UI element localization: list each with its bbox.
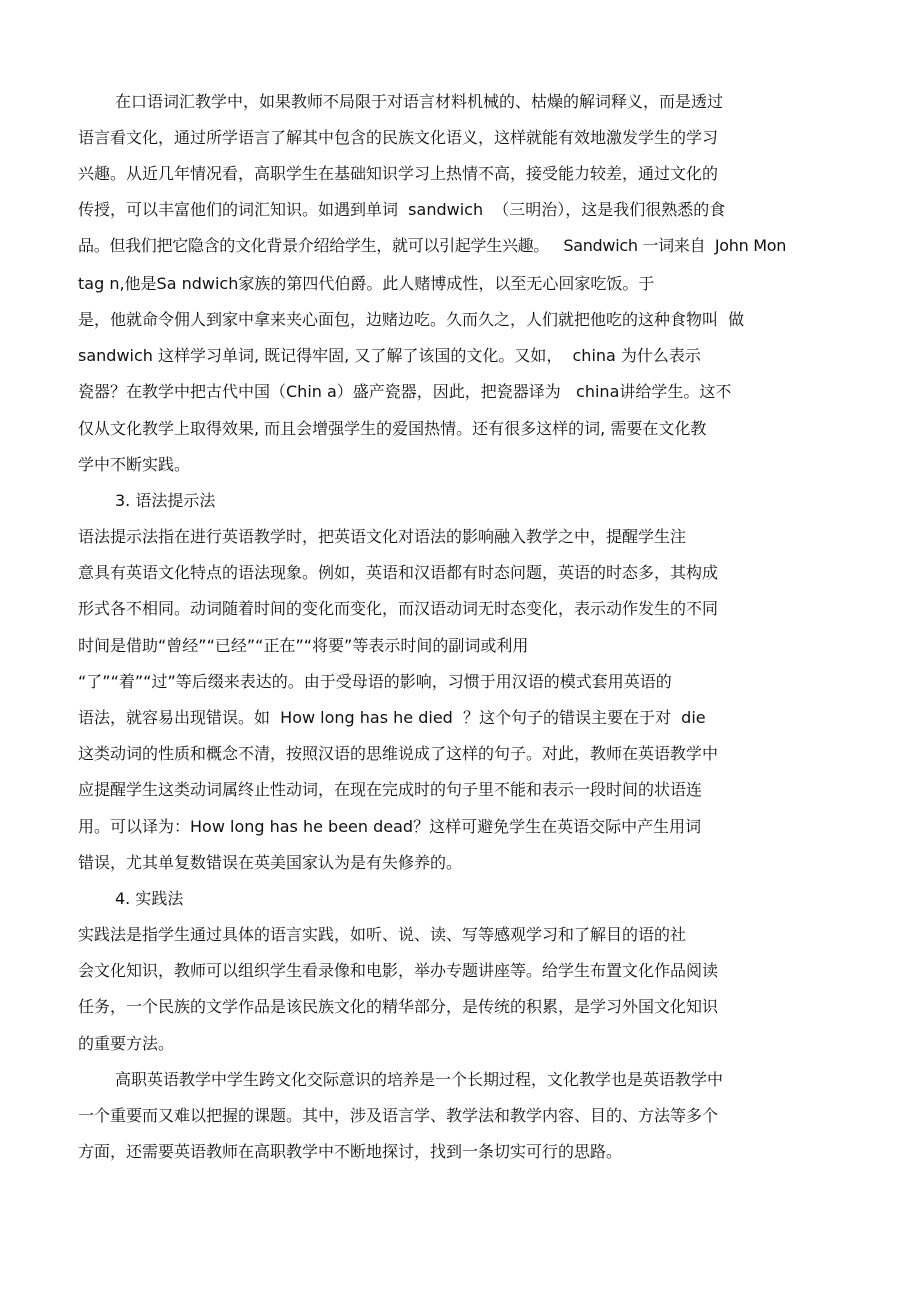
text-line: “了”“着”“过”等后缀来表达的。由于受母语的影响，习惯于用汉语的模式套用英语的 xyxy=(78,672,672,691)
text-line: 在口语词汇教学中，如果教师不局限于对语言材料机械的、枯燥的解词释义，而是透过 xyxy=(115,92,724,111)
text-line: 语言看文化，通过所学语言了解其中包含的民族文化语义，这样就能有效地激发学生的学习 xyxy=(78,128,719,147)
text-line: 品。但我们把它隐含的文化背景介绍给学生，就可以引起学生兴趣。 Sandwich 一词来自 John Mon xyxy=(78,236,787,255)
text-line: 学中不断实践。 xyxy=(78,455,191,474)
text-line: 会文化知识，教师可以组织学生看录像和电影，举办专题讲座等。给学生布置文化作品阅读 xyxy=(78,961,719,980)
text-line: 形式各不相同。动词随着时间的变化而变化，而汉语动词无时态变化，表示动作发生的不同 xyxy=(78,599,719,618)
text-line: 时间是借助“曾经”“已经”“正在”“将要”等表示时间的副词或利用 xyxy=(78,636,529,655)
text-line: 这类动词的性质和概念不清，按照汉语的思维说成了这样的句子。对此，教师在英语教学中 xyxy=(78,744,719,763)
text-line: sandwich 这样学习单词, 既记得牢固, 又了解了该国的文化。又如， china 为什么表示 xyxy=(78,346,701,365)
text-line: 方面，还需要英语教师在高职教学中不断地探讨，找到一条切实可行的思路。 xyxy=(78,1142,623,1161)
text-line: 语法提示法指在进行英语教学时，把英语文化对语法的影响融入教学之中，提醒学生注 xyxy=(78,527,687,546)
text-line: 传授，可以丰富他们的词汇知识。如遇到单词 sandwich （三明治），这是我们很熟悉的食 xyxy=(78,200,726,219)
text-line: 兴趣。从近几年情况看，高职学生在基础知识学习上热情不高，接受能力较差，通过文化的 xyxy=(78,164,719,183)
text-line: 语法，就容易出现错误。如 How long has he died ？这个句子的错误主要在于对 die xyxy=(78,708,706,727)
text-line: 应提醒学生这类动词属终止性动词，在现在完成时的句子里不能和表示一段时间的状语连 xyxy=(78,780,703,799)
text-line: 任务，一个民族的文学作品是该民族文化的精华部分，是传统的积累，是学习外国文化知识 xyxy=(78,997,719,1016)
text-line: 错误，尤其单复数错误在英美国家认为是有失修养的。 xyxy=(78,853,463,872)
text-line: 用。可以译为：How long has he been dead？这样可避免学生在英语交际中产生用词 xyxy=(78,817,702,836)
text-line: 瓷器？在教学中把古代中国（Chin a）盛产瓷器，因此，把瓷器译为 china讲给学生。这不 xyxy=(78,382,732,401)
text-line: 高职英语教学中学生跨文化交际意识的培养是一个长期过程，文化教学也是英语教学中 xyxy=(115,1070,724,1089)
text-line: tag n,他是Sa ndwich家族的第四代伯爵。此人赌博成性，以至无心回家吃饭。于 xyxy=(78,274,655,293)
text-line: 的重要方法。 xyxy=(78,1034,175,1053)
section-heading: 3. 语法提示法 xyxy=(115,491,216,510)
text-line: 意具有英语文化特点的语法现象。例如，英语和汉语都有时态问题，英语的时态多，其构成 xyxy=(78,563,719,582)
text-line: 实践法是指学生通过具体的语言实践，如听、说、读、写等感观学习和了解目的语的社 xyxy=(78,925,687,944)
section-heading: 4. 实践法 xyxy=(115,889,184,908)
text-line: 是，他就命令佣人到家中拿来夹心面包，边赌边吃。久而久之，人们就把他吃的这种食物叫 做 xyxy=(78,310,745,329)
text-line: 一个重要而又难以把握的课题。其中，涉及语言学、教学法和教学内容、目的、方法等多个 xyxy=(78,1106,719,1125)
text-line: 仅从文化教学上取得效果, 而且会增强学生的爱国热情。还有很多这样的词, 需要在文化教 xyxy=(78,419,707,438)
